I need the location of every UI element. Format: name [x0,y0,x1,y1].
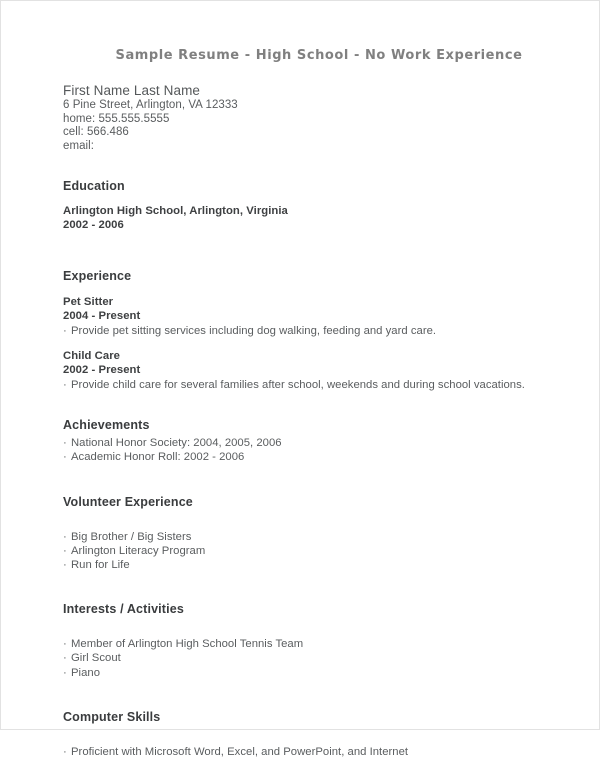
bullet-icon: · [63,544,67,557]
contact-block [63,83,571,153]
list-item-text: Academic Honor Roll: 2002 - 2006 [71,451,245,464]
contact-cell-phone: cell: 566.486 [63,126,129,139]
candidate-name: First Name Last Name [63,83,201,98]
bullet-icon: · [63,652,67,665]
list-item [63,436,571,450]
bullet-icon: · [63,451,67,464]
section-heading-computer-skills: Computer Skills [63,709,161,724]
list-item [63,558,571,572]
list-item-text: Arlington Literacy Program [71,544,206,557]
education-school: Arlington High School, Arlington, Virginia [63,205,288,218]
list-item [63,544,571,558]
section-heading-interests: Interests / Activities [63,602,184,617]
list-item-text: Provide child care for several families after school, weekends and during school vacations. [71,379,525,392]
section-volunteer-experience [63,495,571,573]
list-item-text: National Honor Society: 2004, 2005, 2006 [71,437,282,450]
job-title: Child Care [63,350,120,363]
contact-address: 6 Pine Street, Arlington, VA 12333 [63,99,238,111]
bullet-icon: · [63,437,67,450]
bullet-icon: · [63,379,67,392]
list-item [63,378,571,392]
list-item [63,745,571,759]
section-interests-activities [63,602,571,680]
document-title: Sample Resume - High School - No Work Experience [115,48,523,63]
job-title: Pet Sitter [63,296,114,309]
list-item-text: Piano [71,666,100,679]
bullet-icon: · [63,638,67,651]
experience-entry [63,296,571,338]
list-item-text: Run for Life [71,559,130,572]
section-achievements [63,418,571,464]
list-item-text: Girl Scout [71,652,121,665]
resume-body [63,83,571,759]
job-dates: 2004 - Present [63,309,141,322]
list-item [63,666,571,680]
list-item [63,450,571,464]
list-item [63,530,571,544]
list-item [63,324,571,338]
section-heading-education: Education [63,179,125,194]
bullet-icon: · [63,530,67,543]
section-computer-skills [63,710,571,759]
bullet-icon: · [63,666,67,679]
list-item-text: Big Brother / Big Sisters [71,530,192,543]
list-item-text: Proficient with Microsoft Word, Excel, and PowerPoint, and Internet [71,745,409,758]
list-item-text: Member of Arlington High School Tennis Team [71,638,304,651]
contact-email: email: [63,139,94,152]
bullet-icon: · [63,559,67,572]
bullet-icon: · [63,325,67,337]
contact-home-phone: home: 555.555.5555 [63,112,170,125]
education-dates: 2002 - 2006 [63,218,124,231]
section-heading-achievements: Achievements [63,418,150,433]
section-heading-experience: Experience [63,269,132,284]
list-item [63,637,571,651]
job-dates: 2002 - Present [63,363,141,376]
section-experience [63,269,571,392]
list-item-text: Provide pet sitting services including dog walking, feeding and yard care. [71,325,437,337]
experience-entry [63,350,571,392]
section-education [63,179,571,232]
list-item [63,651,571,665]
bullet-icon: · [63,745,67,758]
section-heading-volunteer: Volunteer Experience [63,494,193,509]
